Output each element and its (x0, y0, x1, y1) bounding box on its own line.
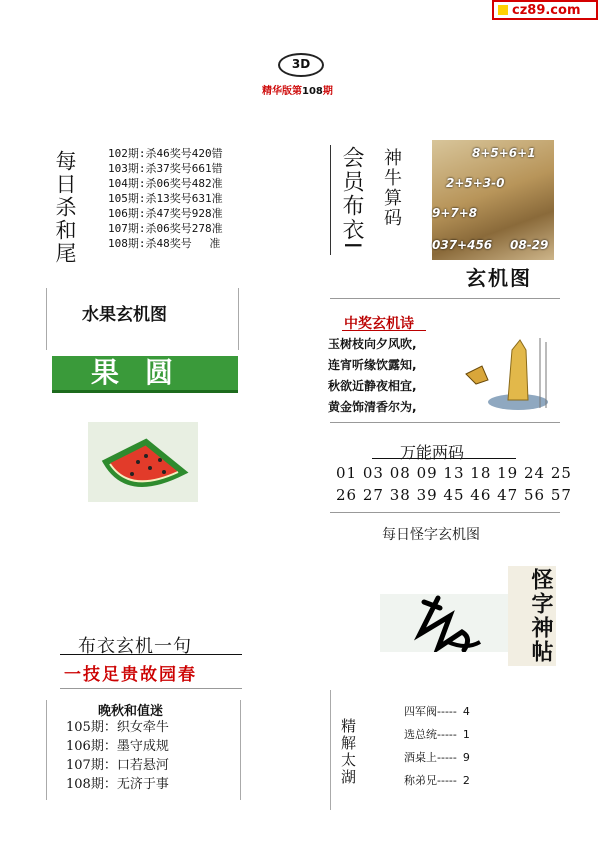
table-row: 105期:杀13奖号631准 (108, 192, 223, 205)
divider (330, 512, 560, 513)
list-item (404, 700, 470, 723)
riddle-title: 晚秋和值迷 (98, 704, 164, 719)
poem-line: 黄金饰清香尔为, (328, 400, 417, 414)
square-icon (498, 5, 508, 15)
formula-text: 08-29 (510, 238, 549, 252)
table-row: 106期:杀47奖号928准 (108, 207, 223, 220)
divider (46, 288, 47, 350)
divider (330, 422, 560, 423)
buyi-title: 布衣玄机一句 (78, 636, 192, 657)
bird-dog-illustration (446, 330, 554, 416)
issue-number: 108 (302, 86, 323, 97)
item-value: 2 (462, 774, 470, 787)
list-item (404, 769, 470, 792)
list-item: 107期：口若悬河 (66, 758, 169, 773)
bird-icon (446, 330, 554, 416)
item-value: 1 (462, 728, 470, 741)
site-domain: cz89.com (512, 2, 581, 18)
item-value: 9 (462, 751, 470, 764)
kill-tail-table (108, 146, 223, 251)
list-item: 106期：墨守成规 (66, 739, 169, 754)
strange-char-image (380, 594, 514, 652)
site-badge[interactable] (492, 0, 598, 20)
riddle-answers (66, 718, 169, 794)
member-title: 会员布衣I (339, 146, 364, 251)
issue-prefix: 精华版第 (262, 86, 302, 97)
item-label: 酒桌上----- (404, 751, 457, 764)
list-item: 108期：无济于事 (66, 777, 169, 792)
two-codes-row: 01 03 08 09 13 18 19 24 25 (336, 464, 572, 482)
formula-text: 2+5+3-0 (446, 176, 505, 190)
divider (330, 145, 331, 255)
divider (330, 298, 560, 299)
kill-tail-title: 每日杀和尾 (53, 150, 77, 265)
divider (238, 288, 239, 350)
list-item (404, 746, 470, 769)
item-label: 称弟兄----- (404, 774, 457, 787)
divider (240, 700, 241, 800)
item-value: 4 (462, 705, 470, 718)
buyi-phrase: 一技足贵故园春 (64, 665, 197, 685)
item-label: 选总统----- (404, 728, 457, 741)
xuanji-caption: 玄机图 (466, 266, 532, 290)
list-item: 105期：织女牵牛 (66, 720, 169, 735)
strange-char-title: 每日怪字玄机图 (382, 527, 480, 543)
poem-line: 秋欲近静夜相宜, (328, 379, 417, 393)
list-item (404, 723, 470, 746)
table-row: 107期:杀06奖号278准 (108, 222, 223, 235)
poem-line: 连宵听缘饮露知, (328, 358, 417, 372)
fruit-banner: 果圆 (52, 356, 238, 393)
logo: 3D (278, 53, 324, 77)
table-row: 103期:杀37奖号661错 (108, 162, 223, 175)
item-label: 四军阀----- (404, 705, 457, 718)
shenniu-title: 神牛算码 (381, 148, 402, 228)
table-row: 108期:杀48奖号 准 (108, 237, 221, 250)
two-codes-title: 万能两码 (400, 443, 465, 462)
formula-text: 8+5+6+1 (472, 146, 536, 160)
poem-lines (328, 334, 417, 418)
strange-char-side-text: 怪字神帖 (508, 566, 556, 666)
two-codes-row: 26 27 38 39 45 46 47 56 57 (336, 486, 572, 504)
scribble-icon (380, 594, 514, 652)
table-row: 102期:杀46奖号420错 (108, 147, 223, 160)
divider (60, 688, 242, 689)
table-row: 104期:杀06奖号482准 (108, 177, 223, 190)
taihu-title: 精解太湖 (339, 718, 357, 786)
formula-text: 037+456 (432, 238, 493, 252)
watermelon-image (88, 422, 198, 502)
divider (342, 330, 426, 331)
issue-label (262, 82, 333, 97)
watermelon-icon (88, 422, 198, 502)
divider (372, 458, 516, 459)
issue-suffix: 期 (322, 86, 333, 97)
fruit-title: 水果玄机图 (82, 305, 167, 325)
divider (330, 690, 331, 810)
taihu-list (404, 700, 470, 792)
poem-line: 玉树枝向夕风吹, (328, 337, 417, 351)
poem-title: 中奖玄机诗 (344, 316, 414, 332)
formula-text: 9+7+8 (432, 206, 478, 220)
divider (46, 700, 47, 800)
divider (60, 654, 242, 655)
cattle-painting (432, 140, 554, 260)
